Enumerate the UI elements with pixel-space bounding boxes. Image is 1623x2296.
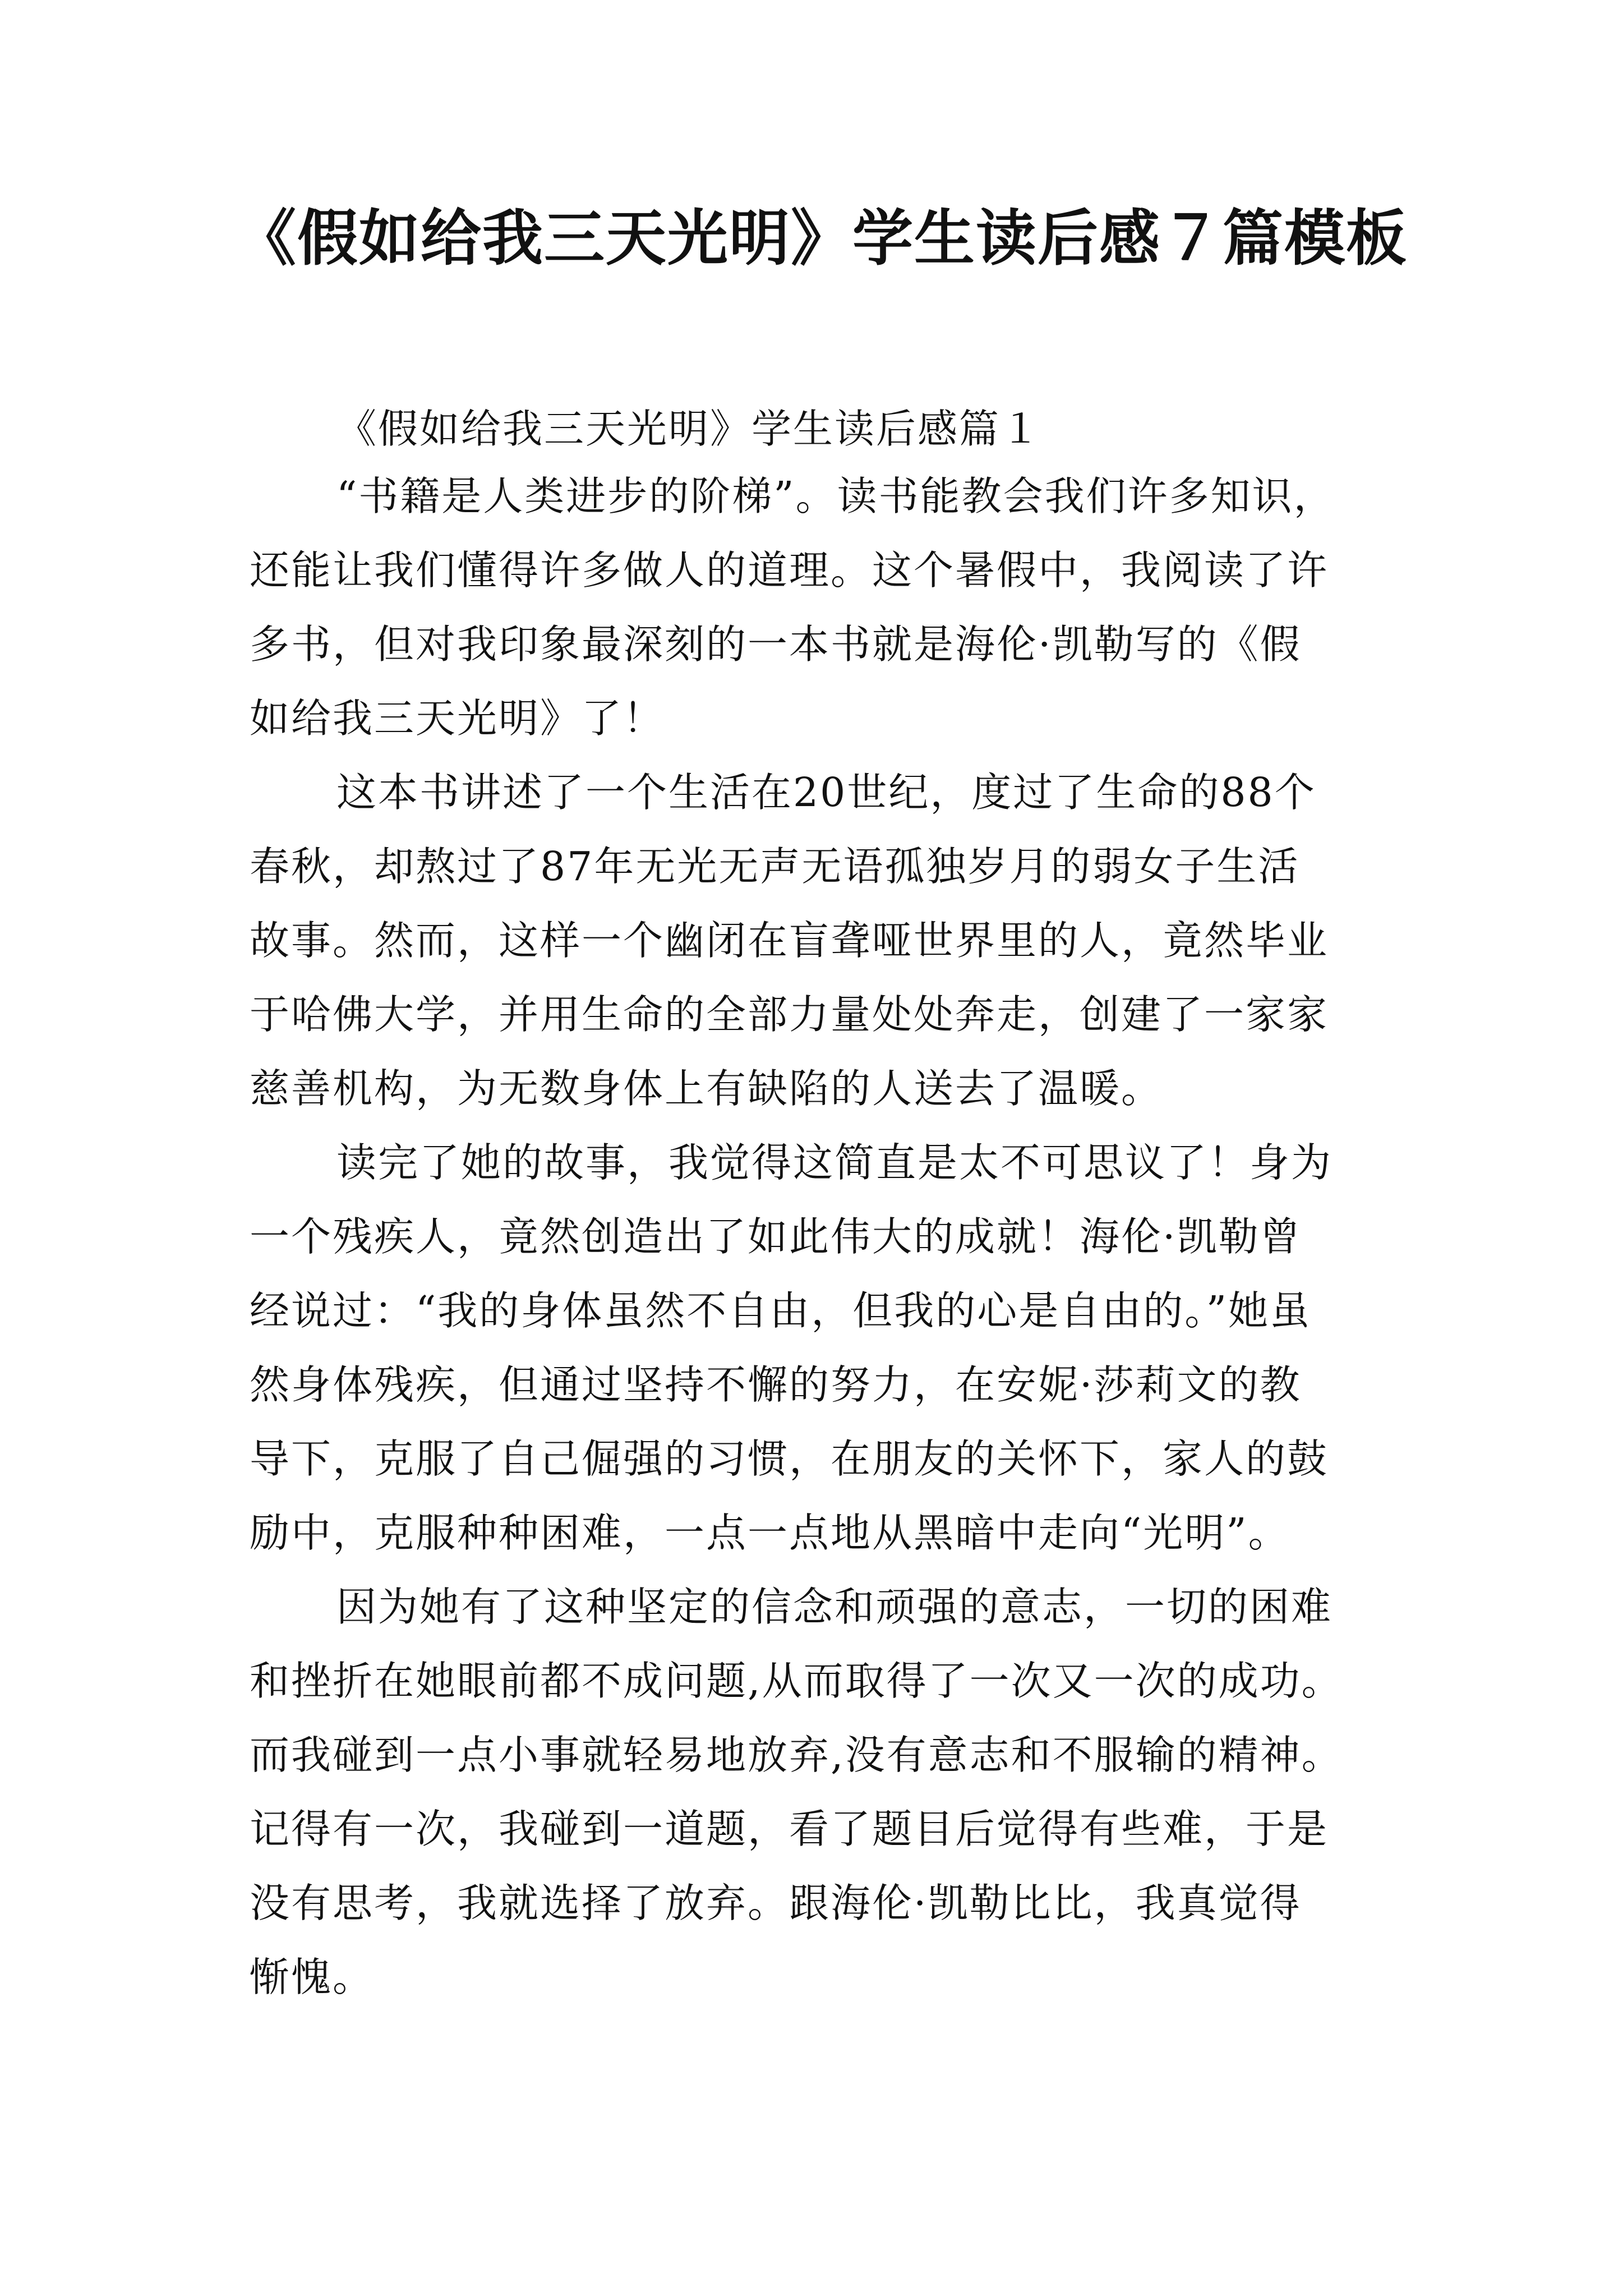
body-line: 如给我三天光明》了！ xyxy=(250,695,665,742)
body-line: 惭愧。 xyxy=(250,1954,375,2000)
body-line: 读完了她的故事，我觉得这简直是太不可思议了！身为 xyxy=(336,1139,1333,1186)
body-line: 慈善机构，为无数身体上有缺陷的人送去了温暖。 xyxy=(250,1065,1163,1112)
body-line: “书籍是人类进步的阶梯”。读书能教会我们许多知识， xyxy=(336,473,1335,519)
body-line: 春秋，却熬过了87年无光无声无语孤独岁月的弱女子生活 xyxy=(250,843,1300,890)
body-line: 没有思考，我就选择了放弃。跟海伦·凯勒比比，我真觉得 xyxy=(250,1880,1302,1926)
body-line: 因为她有了这种坚定的信念和顽强的意志，一切的困难 xyxy=(336,1584,1333,1630)
body-line: 导下，克服了自己倔强的习惯，在朋友的关怀下，家人的鼓 xyxy=(250,1435,1329,1482)
body-line: 多书，但对我印象最深刻的一本书就是海伦·凯勒写的《假 xyxy=(250,621,1302,668)
body-line: 故事。然而，这样一个幽闭在盲聋哑世界里的人，竟然毕业 xyxy=(250,917,1329,964)
body-line: 而我碰到一点小事就轻易地放弃,没有意志和不服输的精神。 xyxy=(250,1732,1343,1778)
section-heading: 《假如给我三天光明》学生读后感篇１ xyxy=(336,406,1043,452)
body-line: 于哈佛大学，并用生命的全部力量处处奔走，创建了一家家 xyxy=(250,991,1329,1038)
body-line: 一个残疾人，竟然创造出了如此伟大的成就！海伦·凯勒曾 xyxy=(250,1213,1302,1260)
body-line: 然身体残疾，但通过坚持不懈的努力，在安妮·莎莉文的教 xyxy=(250,1361,1302,1408)
body-line: 和挫折在她眼前都不成问题,从而取得了一次又一次的成功。 xyxy=(250,1658,1343,1704)
body-line: 这本书讲述了一个生活在20世纪，度过了生命的88个 xyxy=(336,769,1316,816)
body-line: 还能让我们懂得许多做人的道理。这个暑假中，我阅读了许 xyxy=(250,547,1329,593)
body-line: 经说过：“我的身体虽然不自由，但我的心是自由的。”她虽 xyxy=(250,1287,1312,1334)
body-line: 记得有一次，我碰到一道题，看了题目后觉得有些难，于是 xyxy=(250,1806,1329,1852)
body-line: 励中，克服种种困难，一点一点地从黑暗中走向“光明”。 xyxy=(250,1510,1290,1556)
document-title: 《假如给我三天光明》学生读后感７篇模板 xyxy=(236,203,1408,274)
